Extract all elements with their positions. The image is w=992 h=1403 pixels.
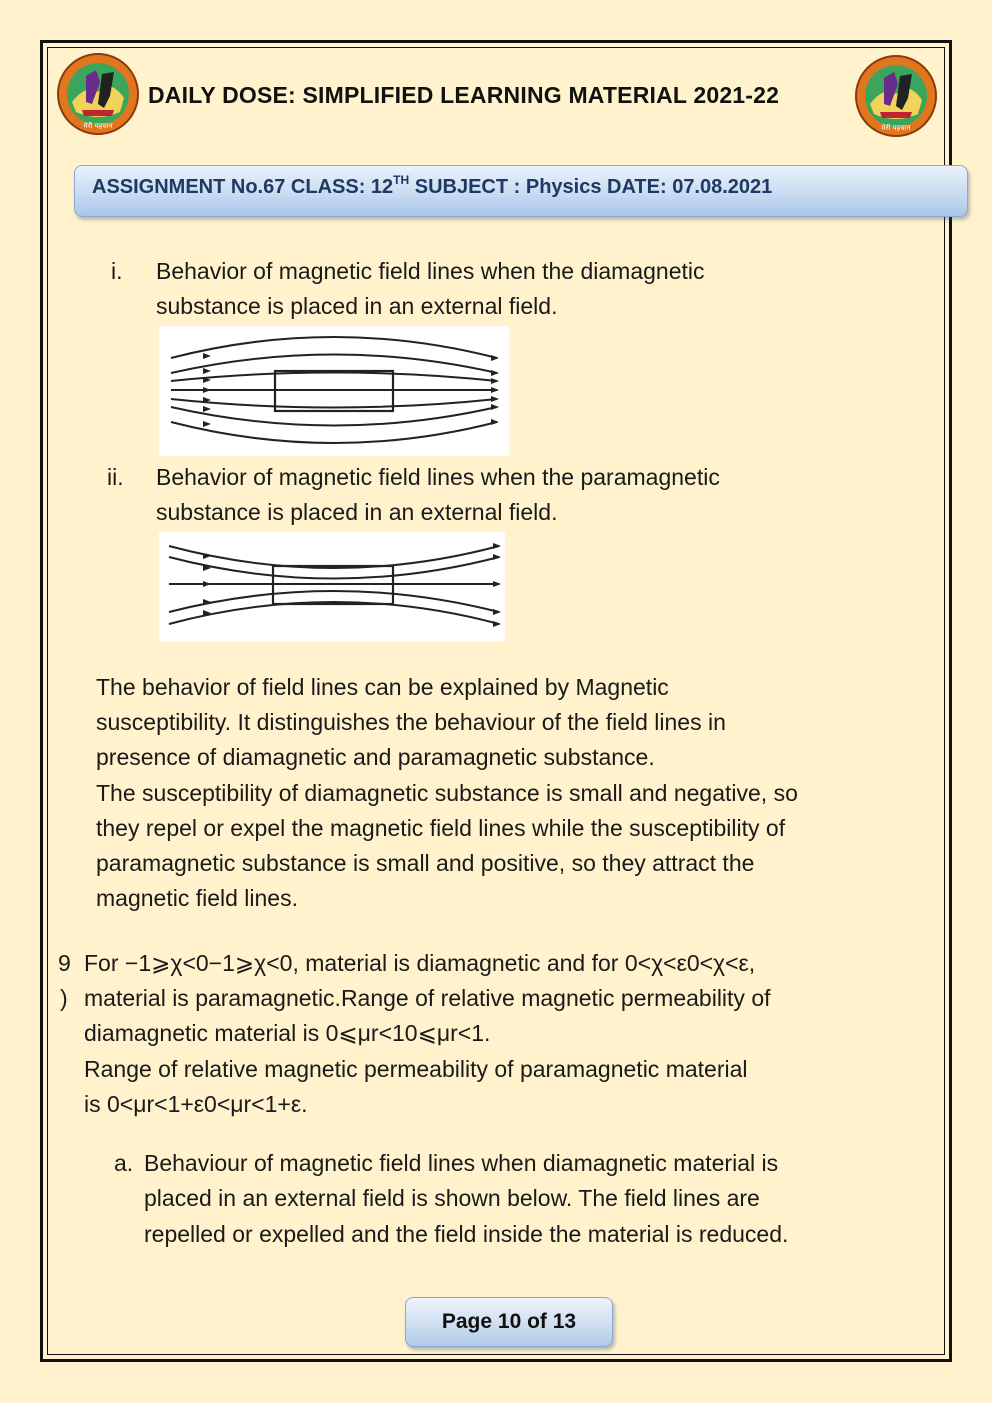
item-i-line-1: Behavior of magnetic field lines when the diamagnetic [156, 258, 705, 284]
question-number-paren: ) [60, 985, 68, 1011]
q9-line-5: is 0<μr<1+ε0<μr<1+ε. [84, 1091, 308, 1117]
paragraph-line-2: susceptibility. It distinguishes the behaviour of the field lines in [96, 709, 726, 735]
paragraph-line-7: magnetic field lines. [96, 885, 298, 911]
paragraph-line-3: presence of diamagnetic and paramagnetic substance. [96, 744, 655, 770]
sub-item-a-line-2: placed in an external field is shown below. The field lines are [144, 1185, 760, 1211]
q9-line-4: Range of relative magnetic permeability of paramagnetic material [84, 1056, 748, 1082]
q9-line-2: material is paramagnetic.Range of relative magnetic permeability of [84, 985, 771, 1011]
item-i-marker: i. [111, 258, 123, 284]
sub-item-a-marker: a. [114, 1150, 134, 1176]
paragraph-line-5: they repel or expel the magnetic field lines while the susceptibility of [96, 815, 786, 841]
diamagnetic-field-diagram [159, 326, 509, 456]
item-i-line-2: substance is placed in an external field. [156, 293, 558, 319]
q9-line-1: For −1⩾χ<0−1⩾χ<0, material is diamagnetic and for 0<χ<ε0<χ<ε, [84, 950, 756, 976]
school-logo-right [854, 54, 938, 138]
paragraph-line-6: paramagnetic substance is small and positive, so they attract the [96, 850, 755, 876]
question-number: 9 [58, 950, 71, 976]
paramagnetic-field-diagram [159, 532, 505, 642]
svg-text:मेरी पहचान: मेरी पहचान [83, 122, 113, 130]
document-title: DAILY DOSE: SIMPLIFIED LEARNING MATERIAL 2021-22 [148, 82, 780, 108]
svg-text:मेरी पहचान: मेरी पहचान [881, 124, 911, 132]
paragraph-line-1: The behavior of field lines can be explained by Magnetic [96, 674, 669, 700]
sub-item-a-line-1: Behaviour of magnetic field lines when diamagnetic material is [144, 1150, 779, 1176]
school-logo-left [56, 52, 140, 136]
item-ii-line-2: substance is placed in an external field. [156, 499, 558, 525]
item-ii-line-1: Behavior of magnetic field lines when the paramagnetic [156, 464, 720, 490]
q9-line-3: diamagnetic material is 0⩽μr<10⩽μr<1. [84, 1020, 491, 1046]
assignment-info: ASSIGNMENT No.67 CLASS: 12TH SUBJECT : Physics DATE: 07.08.2021 [92, 173, 773, 198]
paragraph-line-4: The susceptibility of diamagnetic substance is small and negative, so [96, 780, 798, 806]
page-number-indicator: Page 10 of 13 [405, 1297, 613, 1347]
item-ii-marker: ii. [107, 464, 124, 490]
sub-item-a-line-3: repelled or expelled and the field inside the material is reduced. [144, 1221, 789, 1247]
